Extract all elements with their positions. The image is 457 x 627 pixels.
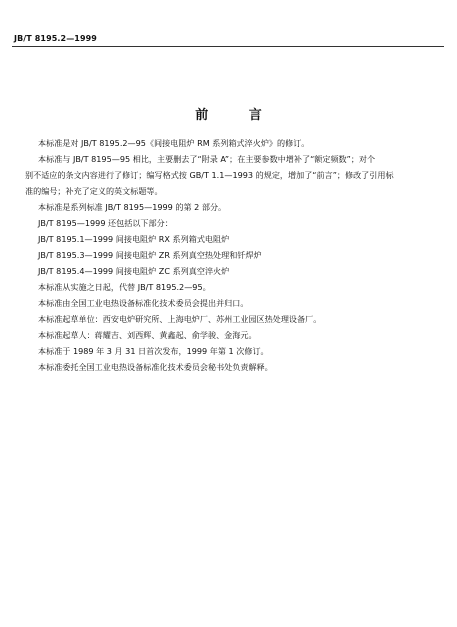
header-rule (12, 46, 444, 47)
paragraph-issue-history: 本标准于 1989 年 3 月 31 日首次发布，1999 年第 1 次修订。 (38, 346, 269, 356)
paragraph-replaces: 本标准从实施之日起，代替 JB/T 8195.2—95。 (38, 282, 211, 292)
list-item-part4: JB/T 8195.4—1999 间接电阻炉 ZC 系列真空淬火炉 (38, 266, 230, 276)
list-item-part1: JB/T 8195.1—1999 间接电阻炉 RX 系列箱式电阻炉 (38, 234, 230, 244)
paragraph-drafting-units: 本标准起草单位：西安电炉研究所、上海电炉厂、苏州工业园区热处理设备厂。 (38, 314, 322, 324)
paragraph-changes-line3: 准的编号；补充了定义的英文标题等。 (25, 186, 163, 196)
paragraph-includes: JB/T 8195—1999 还包括以下部分： (38, 218, 173, 228)
list-item-part3: JB/T 8195.3—1999 间接电阻炉 ZR 系列真空热处理和钎焊炉 (38, 250, 262, 260)
paragraph-interpretation: 本标准委托全国工业电热设备标准化技术委员会秘书处负责解释。 (38, 362, 273, 372)
paragraph-proposed-by: 本标准由全国工业电热设备标准化技术委员会提出并归口。 (38, 298, 249, 308)
paragraph-revision-note: 本标准是对 JB/T 8195.2—95《间接电阻炉 RM 系列箱式淬火炉》的修订。 (38, 138, 310, 148)
paragraph-changes-line2: 别不适应的条文内容进行了修订；编写格式按 GB/T 1.1—1993 的规定，增加了“前言”；修改了引用标 (25, 170, 394, 180)
preface-body (25, 135, 438, 375)
paragraph-series-part: 本标准是系列标准 JB/T 8195—1999 的第 2 部分。 (38, 202, 227, 212)
paragraph-changes-line1: 本标准与 JB/T 8195—95 相比，主要删去了“附录 A”；在主要参数中增补了“额定频数”；对个 (38, 154, 376, 164)
standard-code: JB/T 8195.2—1999 (14, 34, 97, 43)
paragraph-drafters: 本标准起草人：蒋耀吉、刘西辉、黄鑫起、俞学骏、金海元。 (38, 330, 257, 340)
page-title: 前 言 (195, 108, 280, 123)
